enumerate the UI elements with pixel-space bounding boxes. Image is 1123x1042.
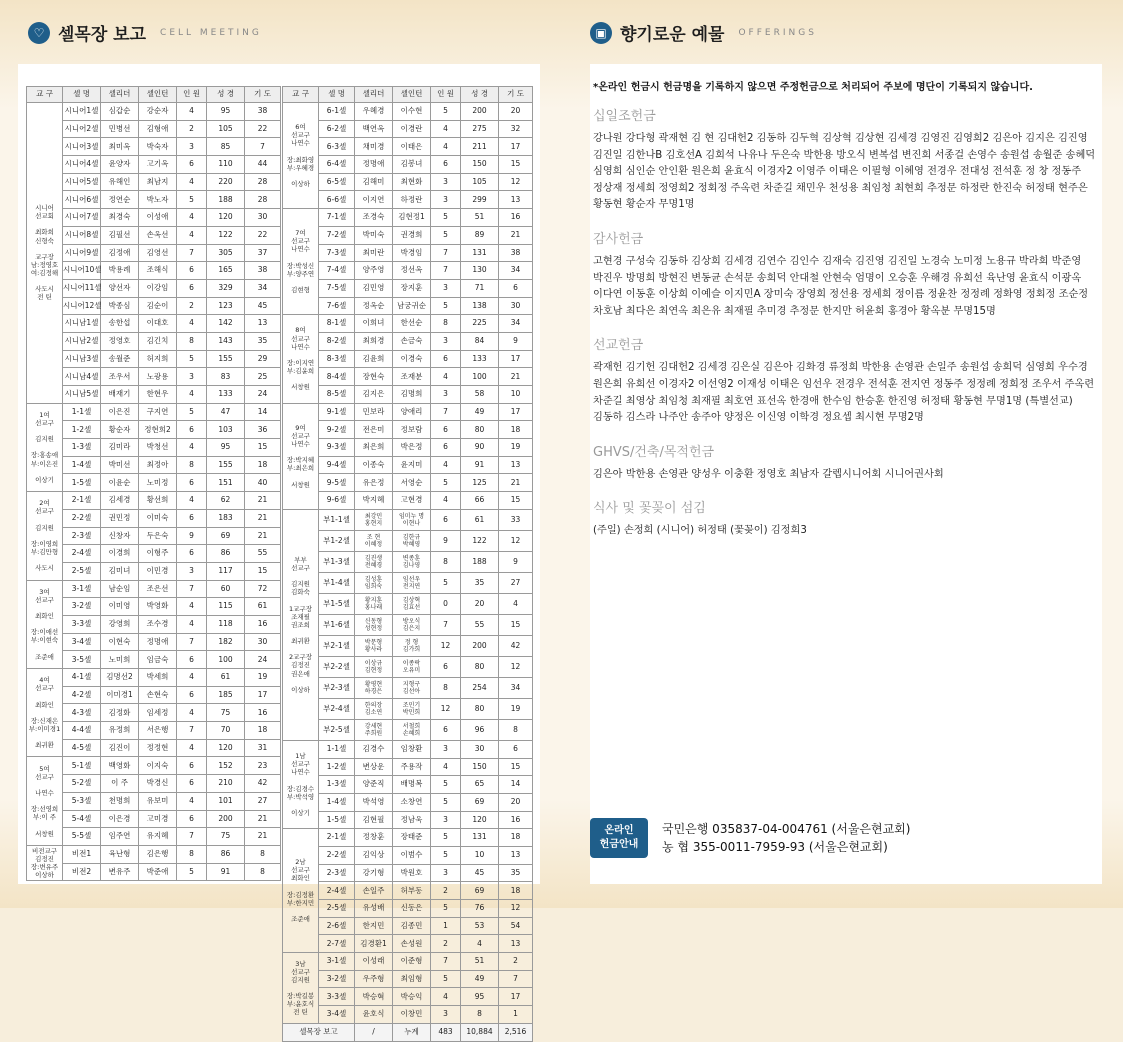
table-row: 7-3셀 최미란 박경임 7 131 38 (283, 244, 533, 262)
table-row: 6-5셀 김해미 최현화 3 105 12 (283, 173, 533, 191)
table-row: 시니어 선교회 최화희 신형숙 교구장 남:정영호 여:김정해 사도시 전 틴 시니어1셀 심갑순 강순자 4 95 38 (27, 103, 281, 121)
table-row: 3-3셀 박승혁 박승익 4 95 17 (283, 988, 533, 1006)
gift-icon: ▣ (590, 22, 612, 44)
table-row: 시니어12셀 박종심 김순이 2 123 45 (27, 297, 281, 315)
table-row: 8여 선교구 나연수 장:이지연 부:김윤희 서창원 8-1셀 이희녀 한선순 8 225 34 (283, 315, 533, 333)
table-row: 2남 선교구 최화인 장:김정환 부:한지민 조준애 2-1셀 정창훈 장태준 5 131 18 (283, 829, 533, 847)
table-row: 시니어4셀 윤양자 고기옥 6 110 44 (27, 156, 281, 174)
table-row: 6-4셀 정명애 김봉녀 6 150 15 (283, 156, 533, 174)
offering-section (593, 334, 1099, 426)
table-row: 시니남5셀 배재기 한현우 4 133 24 (27, 386, 281, 404)
online-note: *온라인 헌금시 헌금명을 기록하지 않으면 주정헌금으로 처리되어 주보에 명단이 기록되지 않습니다. (593, 82, 1033, 93)
table-row: 4여 선교구 최화인 장:신재은 부:이미경1 최귀환 4-1셀 김명선2 박세희 4 61 19 (27, 669, 281, 687)
offering-section-names: 고현경 구성숙 김동하 김상희 김세경 김연수 김인수 김재숙 김진영 김진일 노경숙 노미정 노용규 박라희 박준영 박진우 방명희 방현진 변동균 손석문 송희덕 안대철 안현숙 엄명이 오승훈 우해경 유희선 육난영 윤효식 이광옥 이다연 이동훈 이상희 이예슬 이지민A 장미숙 장영희 정선용 정세희 정이름 정윤찬 정정례 정화영 정회정 조순정 차호남 최다은 최연옥 최은유 최재필 추미경 추정문 한지만 허윤희 홍경아 황옥분 무명15명 (593, 255, 1089, 317)
table-row: 부1-5셀 황지훈 홍나래 김상혁 김효선 0 20 4 (283, 593, 533, 614)
table-row: 3-4셀 이현숙 정명애 7 182 30 (27, 633, 281, 651)
cell-meeting-header (28, 20, 262, 45)
table-row: 부1-6셀 신동형 성현정 방오식 김은지 7 55 15 (283, 614, 533, 635)
table-row: 3-5셀 노미희 임금숙 6 100 24 (27, 651, 281, 669)
table-row: 7-4셀 양주영 정선옥 7 130 34 (283, 262, 533, 280)
table-row: 9-6셀 박지혜 고현경 4 66 15 (283, 492, 533, 510)
bank-account-2: 농 협 355-0011-7959-93 (서울은현교회) (662, 840, 888, 854)
cell-title: 셀목장 보고 (58, 25, 147, 45)
table-row: 1-3셀 양준직 배명복 5 65 14 (283, 776, 533, 794)
offering-section (593, 105, 1099, 214)
table-row: 5-4셀 이은경 고미경 6 200 21 (27, 810, 281, 828)
table-row: 3남 선교구 김지원 장:박길봉 부:윤호식 전 틴 3-1셀 이성래 이준형 7 51 2 (283, 953, 533, 971)
table-row: 2-3셀 강기형 박원호 3 45 35 (283, 864, 533, 882)
table-row: 9-4셀 이종숙 윤지미 4 91 13 (283, 456, 533, 474)
group-cell: 8여 선교구 나연수 장:이지연 부:김윤희 서창원 (283, 315, 319, 403)
table-row: 부2-4셀 한의장 김소연 조민기 박민희 12 80 19 (283, 698, 533, 719)
table-header: 교 구 셀 명 셀리더 셀인턴 인 원 성 경 기 도 (283, 87, 533, 103)
table-row: 부1-2셀 조 현 이혜정 김한규 박혜영 9 122 12 (283, 530, 533, 551)
table-row: 9여 선교구 나연수 장:박지혜 부:최은희 서창원 9-1셀 민보라 양애리 7 49 17 (283, 403, 533, 421)
offer-subtitle: OFFERINGS (738, 27, 817, 38)
group-cell: 부부 선교구 김지원 김화숙 1교구장 조재필 권조희 최귀환 2교구장 김정진 권은애 이상하 (283, 509, 319, 740)
heart-icon: ♡ (28, 22, 50, 44)
offering-section-title: 십일조헌금 (593, 109, 656, 124)
table-row: 부1-4셀 김성훈 임희숙 임선우 전지연 5 35 27 (283, 572, 533, 593)
group-cell: 비전교구 김정진 장:변유주 이상하 (27, 845, 63, 880)
offering-section-title: 감사헌금 (593, 231, 644, 247)
group-cell: 3여 선교구 최화인 장:이애선 부:이현숙 조준애 (27, 580, 63, 668)
table-row: 2-2셀 권민정 이미숙 6 183 21 (27, 509, 281, 527)
table-row: 3-2셀 이미영 박영화 4 115 61 (27, 598, 281, 616)
table-row: 2여 선교구 김지원 장:이영희 부:김만형 사도시 2-1셀 김세경 황선희 4 62 21 (27, 492, 281, 510)
table-header: 교 구 셀 명 셀리더 셀인턴 인 원 성 경 기 도 (27, 87, 281, 103)
table-row: 부2-2셀 이상규 김현정 이종락 오유미 6 80 12 (283, 656, 533, 677)
online-label: 온라인 헌금안내 (590, 818, 648, 858)
table-row: 부부 선교구 김지원 김화숙 1교구장 조재필 권조희 최귀환 2교구장 김정진 권은애 이상하 부1-1셀 최강민 홍현지 임미누 명 이현나 6 61 33 (283, 509, 533, 530)
table-row: 9-3셀 최은희 박은정 6 90 19 (283, 439, 533, 457)
table-row: 7-5셀 김민영 장지훈 3 71 6 (283, 279, 533, 297)
table-row: 4-5셀 김진이 정정현 4 120 31 (27, 739, 281, 757)
offering-section (593, 497, 1099, 540)
table-row: 1-4셀 박석영 소창연 5 69 20 (283, 793, 533, 811)
table-row: 1-3셀 김미라 박청선 4 95 15 (27, 439, 281, 457)
cell-report-panel (18, 64, 540, 1037)
total-row: 셀목장 보고 / 누계 483 10,884 2,516 (283, 1023, 533, 1041)
table-row: 6-3셀 채미경 이태은 4 211 17 (283, 138, 533, 156)
group-cell: 2남 선교구 최화인 장:김정환 부:한지민 조준애 (283, 829, 319, 953)
table-row: 비전2 변유주 박준애 5 91 8 (27, 863, 281, 881)
table-row: 7-2셀 박미숙 권경희 5 89 21 (283, 226, 533, 244)
table-row: 1-2셀 변상운 주용작 4 150 15 (283, 758, 533, 776)
table-row: 1-5셀 이윤순 노미정 6 151 40 (27, 474, 281, 492)
table-row: 3-3셀 강영희 조수경 4 118 16 (27, 615, 281, 633)
offerings-panel (590, 64, 1102, 884)
table-row: 시니남2셀 정영호 김긴치 8 143 35 (27, 332, 281, 350)
group-cell: 4여 선교구 최화인 장:신재은 부:이미경1 최귀환 (27, 669, 63, 757)
table-row: 9-5셀 유은정 서영순 5 125 21 (283, 474, 533, 492)
table-row: 2-4셀 손일주 허부동 2 69 18 (283, 882, 533, 900)
table-row: 3-4셀 윤호식 이창민 3 8 1 (283, 1006, 533, 1024)
table-row: 부1-3셀 김진생 전혜경 변종훈 김나영 8 188 9 (283, 551, 533, 572)
table-row: 9-2셀 전은미 정보람 6 80 18 (283, 421, 533, 439)
table-row: 부2-3셀 황평현 하경은 지형구 김선아 8 254 34 (283, 677, 533, 698)
offering-section-names: 김은아 박한용 손영관 양성우 이충환 정영호 최남자 갈렙시니어회 시니어권사회 (593, 468, 944, 480)
table-row: 6-2셀 백연옥 이경란 4 275 32 (283, 120, 533, 138)
offering-section-names: 강나원 강다형 곽재현 김 현 김대헌2 김동하 김두혁 김상혁 김상현 김세경 김영진 김영희2 김은아 김지은 김진영 김진일 김한나B 김호선A 김희석 나유나 두은숙 박한용 방오식 변복섭 변진희 서종걸 손영수 송원섭 송월준 송혜덕 심영희 심인순 안인환 원은희 윤효식 이경자2 이영주 이태은 이필형 이혜영 전경우 전대성 전석훈 정 창 정동주 정상재 정세희 정영희2 정회정 주옥련 차준길 채민우 천성용 최임청 최현희 추정문 하정란 한진숙 허정태 현주은 황동현 황순자 무명1명 (593, 133, 1096, 211)
table-row: 시니남1셀 송한섭 이대호 4 142 13 (27, 315, 281, 333)
bank-account-1: 국민은행 035837-04-004761 (서울은현교회) (662, 822, 911, 836)
group-cell: 2여 선교구 김지원 장:이영희 부:김만형 사도시 (27, 492, 63, 580)
offering-section-title: 식사 및 꽃꽂이 섬김 (593, 501, 706, 517)
table-row: 2-5셀 김미녀 이민경 3 117 15 (27, 562, 281, 580)
offer-title: 향기로운 예물 (620, 25, 725, 45)
group-cell: 3남 선교구 김지원 장:박길봉 부:윤호식 전 틴 (283, 953, 319, 1024)
offerings-header (590, 20, 817, 45)
table-row: 3-2셀 우주형 최임형 5 49 7 (283, 970, 533, 988)
table-row: 6여 선교구 나연수 장:최화영 부:우혜경 이상하 6-1셀 우혜경 이수현 5 200 20 (283, 103, 533, 121)
group-cell: 6여 선교구 나연수 장:최화영 부:우혜경 이상하 (283, 103, 319, 209)
table-row: 1여 선교구 김지원 장:홍송애 부:이은진 이상기 1-1셀 이은진 구지연 5 47 14 (27, 403, 281, 421)
table-row: 2-2셀 김익상 이범수 5 10 13 (283, 846, 533, 864)
table-row: 2-6셀 한지민 김종민 1 53 54 (283, 917, 533, 935)
group-cell: 1여 선교구 김지원 장:홍송애 부:이은진 이상기 (27, 403, 63, 491)
group-cell: 7여 선교구 나연수 장:박성신 부:양주연 김현형 (283, 209, 319, 315)
group-cell: 1남 선교구 나연수 장:김경수 부:박석영 이상기 (283, 740, 319, 828)
table-row: 8-5셀 김지은 김명희 3 58 10 (283, 386, 533, 404)
table-row: 7여 선교구 나연수 장:박성신 부:양주연 김현형 7-1셀 조경숙 김현정1 5 51 16 (283, 209, 533, 227)
table-row: 5여 선교구 나연수 장:선영희 부:이 주 서창원 5-1셀 백영화 이지숙 6 152 23 (27, 757, 281, 775)
table-row: 4-2셀 이미경1 손현숙 6 185 17 (27, 686, 281, 704)
table-row: 1-4셀 박미선 최정아 8 155 18 (27, 456, 281, 474)
offering-section (593, 441, 1099, 484)
table-row: 시니어2셀 민병선 김형애 2 105 22 (27, 120, 281, 138)
table-row: 시니남3셀 송월준 허지희 5 155 29 (27, 350, 281, 368)
table-row: 부2-5셀 강세현 주희원 서철희 손혜희 6 96 8 (283, 719, 533, 740)
table-row: 시니어6셀 정연순 박노자 5 188 28 (27, 191, 281, 209)
bank-info (590, 818, 910, 858)
table-row: 2-5셀 유성배 신동은 5 76 12 (283, 900, 533, 918)
offering-section-names: 곽재헌 김기헌 김대헌2 김세경 김은실 김은아 김화경 류정희 박한용 손영관 손일주 송원섭 송희덕 심영희 우수경 원은희 유희선 이경자2 이선영2 이재성 이태은 임선우 전경우 전석훈 전지연 정동주 정정례 정희정 조우서 주옥련 차준길 최영상 최임청 최재필 최호연 표선옥 한경애 한수임 한승훈 한진영 허정태 황동현 무명1명 (특별선교) 김동하 김스라 나주안 송주아 양정은 이신영 이학경 정요셉 최시현 무명2명 (593, 362, 1095, 424)
table-row: 5-5셀 임주연 유지혜 7 75 21 (27, 828, 281, 846)
group-cell: 5여 선교구 나연수 장:선영희 부:이 주 서창원 (27, 757, 63, 845)
offering-section-title: 선교헌금 (593, 338, 644, 354)
cell-table-right (282, 86, 533, 1042)
table-row: 8-4셀 장현숙 조재분 4 100 21 (283, 368, 533, 386)
table-row: 시니어8셀 김필선 손옥선 4 122 22 (27, 226, 281, 244)
table-row: 2-4셀 이경희 이형주 6 86 55 (27, 545, 281, 563)
cell-subtitle: CELL MEETING (160, 27, 262, 38)
table-row: 4-3셀 김정화 임세정 4 75 16 (27, 704, 281, 722)
group-cell: 9여 선교구 나연수 장:박지혜 부:최은희 서창원 (283, 403, 319, 509)
table-row: 1-2셀 황순자 정현희2 6 103 36 (27, 421, 281, 439)
table-row: 2-3셀 신창자 두은숙 9 69 21 (27, 527, 281, 545)
table-row: 2-7셀 김경환1 손성원 2 4 13 (283, 935, 533, 953)
table-row: 시니어10셀 박용례 조해식 6 165 38 (27, 262, 281, 280)
table-row: 4-4셀 유정희 서은행 7 70 18 (27, 722, 281, 740)
group-cell: 시니어 선교회 최화희 신형숙 교구장 남:정영호 여:김정해 사도시 전 틴 (27, 103, 63, 404)
table-row: 시니어5셀 유해인 최남지 4 220 28 (27, 173, 281, 191)
offering-section-title: GHVS/건축/목적헌금 (593, 444, 715, 460)
table-row: 1남 선교구 나연수 장:김경수 부:박석영 이상기 1-1셀 김경수 임창환 3 30 6 (283, 740, 533, 758)
offering-section-names: (주일) 손정희 (시니어) 허정태 (꽃꽂이) 김정희3 (593, 525, 807, 537)
table-row: 시니어9셀 김정애 김영선 7 305 37 (27, 244, 281, 262)
table-row: 3여 선교구 최화인 장:이애선 부:이현숙 조준애 3-1셀 남순임 조은선 7 60 72 (27, 580, 281, 598)
table-row: 시니어3셀 최미옥 박숙자 3 85 7 (27, 138, 281, 156)
table-row: 6-6셀 이지연 하정란 3 299 13 (283, 191, 533, 209)
table-row: 시니어11셀 양선자 이강임 6 329 34 (27, 279, 281, 297)
table-row: 7-6셀 정옥순 남궁귀순 5 138 30 (283, 297, 533, 315)
table-row: 8-2셀 최희경 손금숙 3 84 9 (283, 332, 533, 350)
offering-section (593, 228, 1099, 320)
table-row: 8-3셀 김윤희 이경숙 6 133 17 (283, 350, 533, 368)
cell-table-left (26, 86, 281, 881)
table-row: 5-3셀 천명희 유보미 4 101 27 (27, 792, 281, 810)
table-row: 시니남4셀 조우서 노광용 3 83 25 (27, 368, 281, 386)
table-row: 1-5셀 김현필 정남욱 3 120 16 (283, 811, 533, 829)
table-row: 비전교구 김정진 장:변유주 이상하 비전1 육난형 김은행 8 86 8 (27, 845, 281, 863)
table-row: 부2-1셀 박문형 황사라 정 형 김가희 12 200 42 (283, 635, 533, 656)
table-row: 5-2셀 이 주 박경신 6 210 42 (27, 775, 281, 793)
table-row: 시니어7셀 최경숙 이성애 4 120 30 (27, 209, 281, 227)
